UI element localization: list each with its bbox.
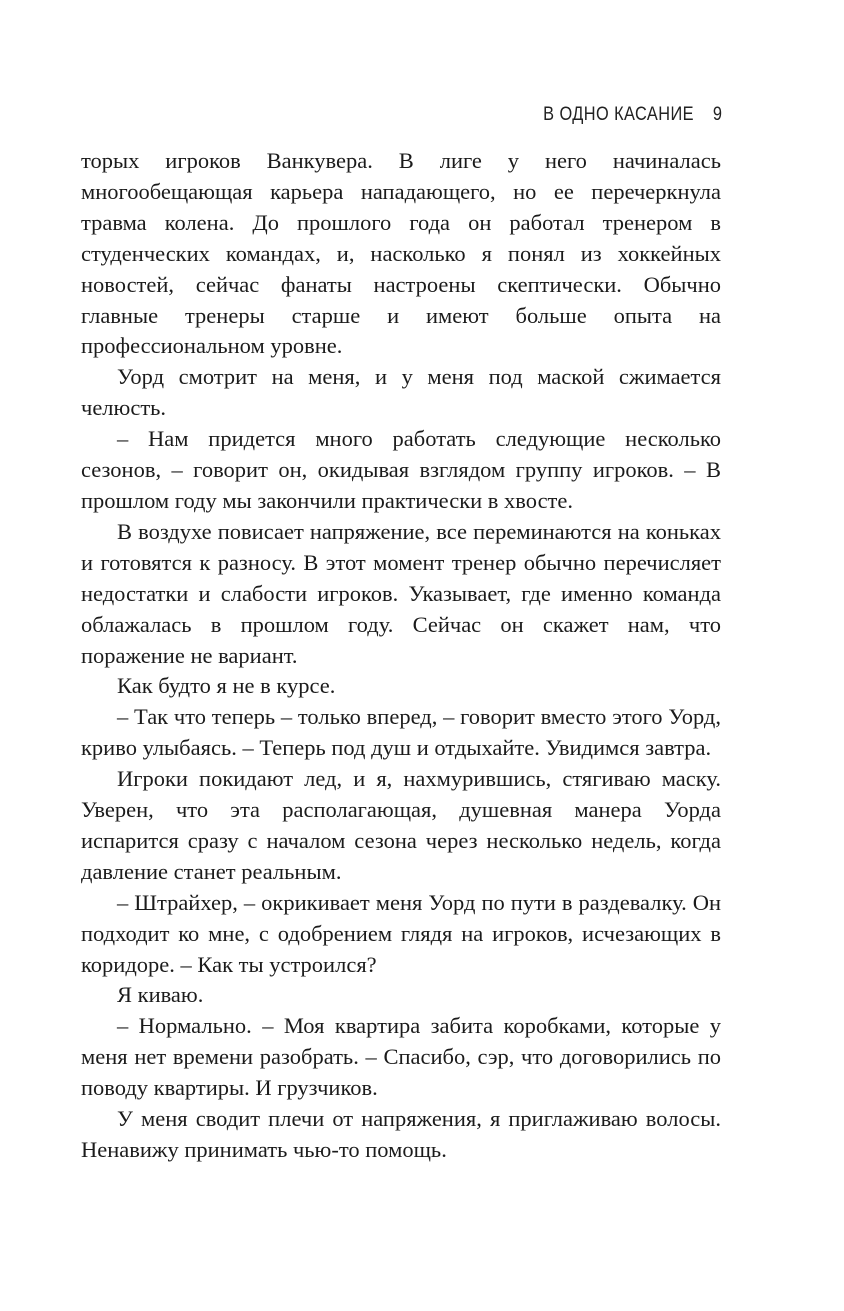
paragraph-continued: торых игроков Ванкувера. В лиге у него начиналась многообещающая карьера нападающего, но ее перечеркнула травма колена. До прошлого года он работал тренером в студенческих командах, и, насколько я понял из хоккейных новостей, сейчас фанаты настроены скептически. Обычно главные тренеры старше и имеют больше опыта на профессиональном уровне.: [81, 148, 721, 359]
paragraph: Я киваю.: [117, 982, 204, 1008]
running-head: [543, 104, 722, 126]
dialogue-paragraph: – Штрайхер, – окрикивает меня Уорд по пути в раздевалку. Он подходит ко мне, с одобрением глядя на игроков, исчезающих в коридоре. – Как ты устроился?: [81, 889, 721, 977]
paragraph: Уорд смотрит на меня, и у меня под маской сжимается челюсть.: [81, 364, 721, 421]
dialogue-paragraph: – Нам придется много работать следующие несколько сезонов, – говорит он, окидывая взглядом группу игроков. – В прошлом году мы закончили практически в хвосте.: [81, 426, 721, 513]
dialogue-paragraph: – Так что теперь – только вперед, – говорит вместо этого Уорд, криво улыбаясь. – Теперь под душ и отдыхайте. Увидимся завтра.: [81, 704, 721, 761]
body-text: [81, 146, 721, 1166]
dialogue-paragraph: – Нормально. – Моя квартира забита коробками, которые у меня нет времени разобрать. – Спасибо, сэр, что договорились по поводу квартиры. И грузчиков.: [81, 1013, 721, 1101]
paragraph: Как будто я не в курсе.: [117, 673, 336, 699]
paragraph: В воздухе повисает напряжение, все переминаются на коньках и готовятся к разносу. В этот момент тренер обычно перечисляет недостатки и слабости игроков. Указывает, где именно команда облажалась в прошлом году. Сейчас он скажет нам, что поражение не вариант.: [81, 518, 721, 668]
running-head-title: В ОДНО КАСАНИЕ: [542, 104, 694, 125]
page-number: 9: [712, 104, 722, 125]
paragraph: Игроки покидают лед, и я, нахмурившись, стягиваю маску. Уверен, что эта располагающая, душевная манера Уорда испарится сразу с началом сезона через несколько недель, когда давление станет реальным.: [81, 766, 721, 884]
paragraph: У меня сводит плечи от напряжения, я приглаживаю волосы. Ненавижу принимать чью-то помощь.: [81, 1106, 721, 1162]
